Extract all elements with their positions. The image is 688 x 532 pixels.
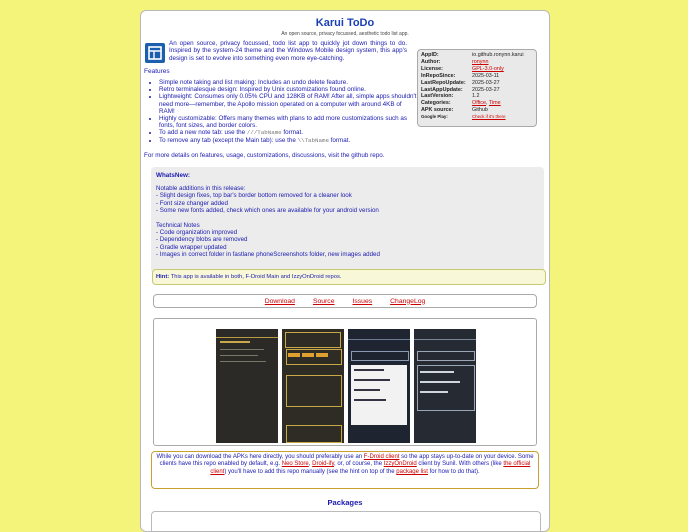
link-bar [153,294,537,308]
app-description: An open source, privacy focussed, todo list app to quickly jot down things to do. Inspired by the system-24 theme and the Windows Mobile design system, this app's design is set to evolve into something even more eye-catching. [169,40,407,62]
google-play-link[interactable]: Check if it's there [472,114,506,120]
fdroid-client-link[interactable]: F-Droid client [363,454,400,460]
whatsnew-panel [151,167,544,273]
download-link[interactable]: Download [264,297,295,305]
license-link[interactable]: GPL-3.0-only [472,65,504,72]
hint-label: Hint: [156,274,170,280]
features-label: Features [144,68,170,75]
info-row: LastVersion: 1.2 [421,93,480,100]
screenshot-2[interactable] [282,329,344,443]
info-row: LastRepoUpdate: 2025-03-27 [421,79,500,86]
author-link[interactable]: ronynn [472,58,489,65]
hint-box [152,269,546,285]
whatsnew-title: WhatsNew: [156,172,190,179]
app-info-box [417,49,537,127]
info-row: License: GPL-3.0-only [421,65,504,72]
source-link[interactable]: Source [312,297,335,305]
info-row: APK source: Github [421,107,488,114]
feature-item: • Highly customizable: Offers many themes with plans to add more customizations such as fonts, font sizes, and border colors. [159,115,417,129]
issues-link[interactable]: Issues [352,297,373,305]
features-list [149,79,417,144]
more-details-text: For more details on features, usage, customizations, discussions, visit the github repo. [144,152,385,159]
official-client-link[interactable]: the official client [210,461,531,475]
screenshot-3[interactable] [348,329,410,443]
screenshot-4[interactable] [414,329,476,443]
feature-item-add-tab: • To add a new note tab: use the ///TabName format. [159,129,417,136]
app-title: Karui ToDo [315,17,375,29]
fdroid-notice: While you can download the APKs here directly, you should preferably use an F-Droid client so the app stays up-to-date on your device. Some clients have this repo enabled by default, e.g. Neo Store, Droid-ify, or, of course, the IzzyOnDroid client by Sunil. With others (like the official client) you'll have to add this repo manually (see the hint on top of the package list for how to do that). [151,451,539,489]
info-row: AppID: io.github.ronynn.karui [421,52,524,58]
packages-box [151,511,541,532]
whatsnew-body: Notable additions in this release: - Slight design fixes, top bar's border bottom removed for a cleaner look - Font size changer added - Some new fonts added, check which ones are available for your android version Technical Notes - Code organization improved - Dependency blobs are removed - Gradle wrapper updated - Images in correct folder in fastlane phoneScreenshots folder, new images added [156,185,380,259]
package-list-link[interactable]: package list [396,468,428,475]
hint-text: This app is available in both, F-Droid Main and IzzyOnDroid repos. [169,274,342,280]
info-row: Categories: Office, Time [421,100,501,107]
changelog-link[interactable]: ChangeLog [390,297,426,305]
feature-item: • Simple note taking and list making: Includes an undo delete feature. [159,79,417,86]
neo-store-link[interactable]: Neo Store [281,461,309,468]
info-row: Author: ronynn [421,58,489,65]
category-time-link[interactable]: Time [488,100,501,107]
feature-item: • Retro terminalesque design: Inspired by Unix customizations found online. [159,86,417,93]
screenshot-1[interactable] [216,329,278,443]
droid-ify-link[interactable]: Droid-ify [312,461,334,468]
info-row: Google Play: Check if it's there [421,114,506,120]
code-snippet: \\TabName [297,136,329,144]
packages-heading: Packages [327,498,363,507]
info-row: LastAppUpdate: 2025-03-27 [421,86,500,93]
info-row: InRepoSince: 2025-03-11 [421,72,500,79]
feature-item: • Lightweight: Consumes only 0.05% CPU and 128KB of RAM! After all, simple apps shouldn't need more—remember, the Apollo mission operated on a computer with around 4KB of RAM! [159,93,417,115]
izzyondroid-link[interactable]: IzzyOnDroid [383,461,417,468]
screenshots-gallery [153,318,537,446]
app-page [140,10,550,532]
code-snippet: ///TabName [246,129,282,137]
app-subtitle: An open source, privacy focussed, aesthetic todo list app. [281,31,409,37]
category-office-link[interactable]: Office [472,100,486,107]
feature-item-remove-tab: • To remove any tab (except the Main tab): use the \\TabName format. [159,137,417,144]
app-icon [145,43,165,63]
